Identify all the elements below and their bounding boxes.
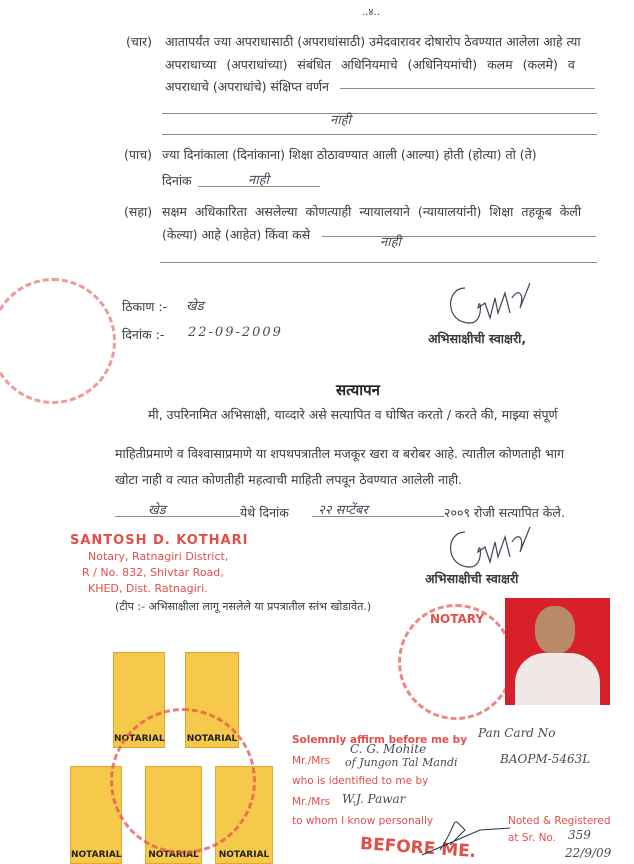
verification-title: सत्यापन — [336, 381, 380, 399]
signature-1 — [440, 278, 540, 330]
hw-identifier: W.J. Pawar — [342, 792, 406, 806]
page-number: ..४.. — [362, 7, 380, 18]
noted-registered: Noted & Registered — [508, 815, 611, 827]
item6-line: सक्षम अधिकारिता असलेल्या कोणत्याही न्यायालयाने (न्यायालयांनी) शिक्षा तहकूब केली — [162, 204, 582, 219]
item4-label: (चार) — [126, 34, 153, 49]
verification-place: खेड — [148, 503, 166, 518]
verification-at-date: येथे दिनांक — [240, 505, 289, 520]
notary-name: SANTOSH D. KOTHARI — [70, 533, 249, 548]
affirm-line: Solemnly affirm before me by — [292, 734, 468, 746]
place-value: खेड — [186, 299, 204, 314]
item4-line: अपराधाच्या (अपराधांच्या) संबंधित अधिनियमाचे (अधिनियमांची) कलम (कलमे) व — [165, 57, 575, 72]
notary-line: KHED, Dist. Ratnagiri. — [88, 582, 208, 595]
blank-line — [115, 516, 240, 517]
verification-line: मी, उपरिनामित अभिसाक्षी, याव्दारे असे सत्यापित व घोषित करतो / करते की, माझ्या संपूर्ण — [148, 407, 558, 422]
notarial-stamp: NOTARIAL — [113, 652, 165, 748]
item6-answer: नाही — [380, 235, 401, 250]
verification-line: माहितीप्रमाणे व विश्वासाप्रमाणे या शपथपत्रातील मजकूर खरा व बरोबर आहे. त्यातील कोणताही भाग — [115, 446, 565, 461]
date-label: दिनांक :- — [122, 327, 165, 342]
notary-signature — [420, 810, 520, 860]
reg-date: 22/9/09 — [565, 846, 612, 860]
verification-date: २२ सप्टेंबर — [318, 503, 368, 518]
item4-answer: नाही — [330, 113, 351, 128]
sr-no: 359 — [568, 828, 591, 842]
item5-label: (पाच) — [124, 147, 153, 162]
item4-line: आतापर्यंत ज्या अपराधासाठी (अपराधांसाठी) उमेदवारावर दोषारोप ठेवण्यात आलेला आहे त्या — [165, 34, 581, 49]
notarial-stamp: NOTARIAL — [215, 766, 273, 864]
blank-line — [162, 113, 597, 114]
hw-name: C. G. Mohite — [350, 742, 427, 756]
item6-label: (सहा) — [124, 204, 153, 219]
seal-text: NOTARY — [430, 612, 485, 626]
photo — [505, 598, 610, 705]
date-value: 22-09-2009 — [188, 325, 283, 340]
signature-caption: अभिसाक्षीची स्वाक्षरी, — [428, 331, 527, 346]
blank-line — [160, 262, 597, 263]
item5-text: ज्या दिनांकाला (दिनांकाना) शिक्षा ठोठावण्यात आली (आल्या) होती (होत्या) तो (ते) — [162, 147, 537, 162]
notary-line: Notary, Ratnagiri District, — [88, 550, 229, 563]
item4-line: अपराधाचे (अपराधांचे) संक्षिप्त वर्णन — [165, 79, 329, 94]
blank-line — [162, 134, 597, 135]
sr-no-label: at Sr. No. — [508, 832, 557, 844]
affirm-line: Mr./Mrs — [292, 755, 331, 767]
notary-seal-center — [110, 708, 256, 854]
item5-answer: नाही — [248, 173, 269, 188]
notarial-stamp: NOTARIAL — [145, 766, 202, 864]
blank-line — [340, 88, 595, 89]
item5-date-label: दिनांक — [162, 173, 192, 188]
affirm-line: to whom I know personally — [292, 815, 434, 827]
signature-caption: अभिसाक्षीची स्वाक्षरी — [425, 571, 519, 586]
hw-pan-label: Pan Card No — [478, 726, 556, 740]
hw-pan-no: BAOPM-5463L — [500, 752, 591, 766]
blank-line — [322, 236, 596, 237]
notary-seal-left — [0, 278, 116, 404]
affirm-line: who is identified to me by — [292, 775, 429, 787]
signature-2 — [440, 522, 540, 574]
notarial-stamp: NOTARIAL — [185, 652, 239, 748]
before-me: BEFORE ME. — [359, 833, 477, 863]
place-label: ठिकाण :- — [122, 299, 168, 314]
affirm-line: Mr./Mrs — [292, 796, 331, 808]
hw-of: of Jungon Tal Mandi — [345, 756, 458, 769]
verification-tail: २००९ रोजी सत्यापित केले. — [444, 505, 565, 520]
notarial-stamp: NOTARIAL — [70, 766, 122, 864]
verification-line: खोटा नाही व त्यात कोणतीही महत्वाची माहिती लपवून ठेवण्यात आलेली नाही. — [115, 472, 463, 487]
note: (टीप :- अभिसाक्षीला लागू नसलेले या प्रपत्रातील स्तंभ खोडावेत.) — [115, 600, 372, 613]
item6-line: (केल्या) आहे (आहेत) किंवा कसे — [162, 227, 311, 242]
notary-line: R / No. 832, Shivtar Road, — [82, 566, 224, 579]
